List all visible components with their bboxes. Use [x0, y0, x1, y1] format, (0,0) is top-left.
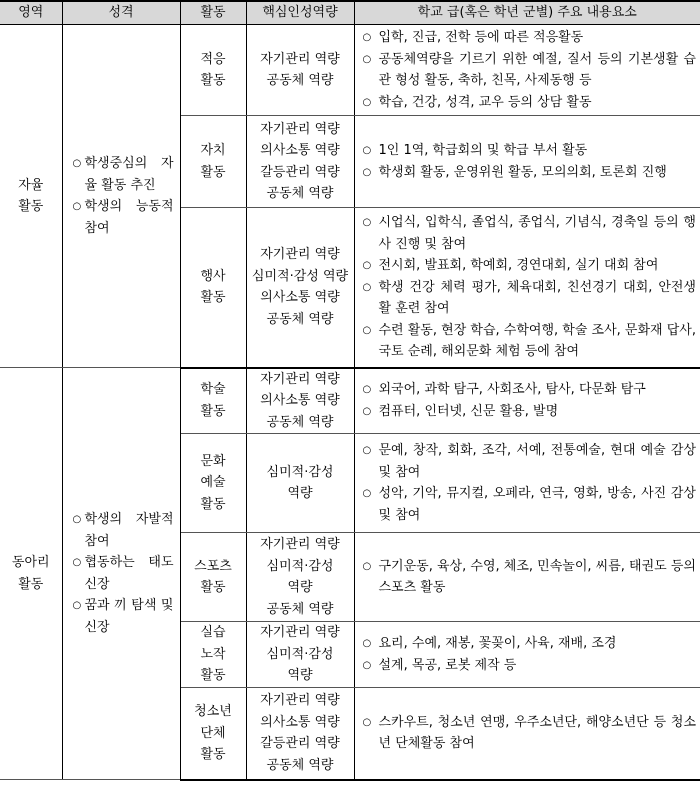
activity-cell: 적응 활동 — [180, 25, 246, 116]
list-item: ○ 학생 건강 체력 평가, 체육대회, 친선경기 대회, 안전생활 훈련 참여 — [363, 277, 697, 320]
content-cell — [354, 688, 700, 780]
area-cell-autonomous: 자율 활동 — [0, 25, 62, 368]
activity-cell: 실습 노작 활동 — [180, 622, 246, 688]
list-item: ○ 수련 활동, 현장 학습, 수학여행, 학술 조사, 문화재 답사, 국토 순례, 해외문화 체험 등에 참여 — [363, 320, 697, 363]
competency-cell: 자기관리 역량 심미적·감성 역량 — [246, 622, 354, 688]
bullet-icon: ○ — [362, 217, 372, 228]
activity-cell: 청소년 단체 활동 — [180, 688, 246, 780]
list-item: ○ 학습, 건강, 성격, 교우 등의 상담 활동 — [363, 92, 697, 114]
activity-cell: 문화 예술 활동 — [180, 434, 246, 533]
bullet-icon: ○ — [362, 659, 372, 671]
nature-cell-autonomous — [62, 25, 180, 368]
table-row — [0, 25, 700, 116]
list-item: ○ 학생의 능동적 참여 — [73, 196, 174, 239]
list-item: ○ 학생의 자발적 참여 — [73, 509, 174, 552]
content-cell — [354, 368, 700, 434]
bullet-icon: ○ — [72, 514, 82, 525]
content-cell — [354, 533, 700, 622]
list-item: ○ 입학, 진급, 전학 등에 따른 적응활동 — [363, 27, 697, 49]
bullet-icon: ○ — [362, 716, 372, 728]
competency-cell: 심미적·감성 역량 — [246, 434, 354, 533]
list-item: ○ 시업식, 입학식, 졸업식, 종업식, 기념식, 경축일 등의 행사 진행 및 참여 — [363, 212, 697, 255]
bullet-icon: ○ — [362, 32, 372, 43]
content-cell — [354, 208, 700, 368]
bullet-icon: ○ — [362, 324, 372, 336]
list-item: ○ 컴퓨터, 인터넷, 신문 활용, 발명 — [363, 401, 697, 423]
activity-cell: 행사 활동 — [180, 208, 246, 368]
bullet-icon: ○ — [72, 557, 82, 568]
table-row — [0, 368, 700, 434]
header-area: 영역 — [0, 1, 62, 25]
list-item: ○ 협동하는 태도 신장 — [73, 552, 174, 595]
bullet-icon: ○ — [362, 445, 372, 456]
bullet-icon: ○ — [362, 166, 372, 178]
competency-cell: 자기관리 역량 의사소통 역량 갈등관리 역량 공동체 역량 — [246, 116, 354, 208]
bullet-icon: ○ — [362, 260, 372, 271]
list-item: ○ 스카우트, 청소년 연맹, 우주소년단, 해양소년단 등 청소년 단체활동 참여 — [363, 712, 697, 755]
bullet-icon: ○ — [72, 600, 82, 611]
list-item: ○ 학생회 활동, 운영위원 활동, 모의의회, 토론회 진행 — [363, 162, 697, 184]
bullet-icon: ○ — [362, 405, 372, 417]
area-cell-club: 동아리 활동 — [0, 368, 62, 780]
bullet-icon: ○ — [362, 96, 372, 108]
list-item: ○ 문예, 창작, 회화, 조각, 서예, 전통예술, 현대 예술 감상 및 참여 — [363, 440, 697, 483]
competency-cell: 자기관리 역량 의사소통 역량 갈등관리 역량 공동체 역량 — [246, 688, 354, 780]
list-item: ○ 학생중심의 자율 활동 추진 — [73, 153, 174, 196]
competency-cell: 자기관리 역량 심미적·감성 역량 공동체 역량 — [246, 533, 354, 622]
header-content: 학교 급(혹은 학년 군별) 주요 내용요소 — [354, 1, 700, 25]
competency-cell: 자기관리 역량 공동체 역량 — [246, 25, 354, 116]
header-activity: 활동 — [180, 1, 246, 25]
bullet-icon: ○ — [362, 560, 372, 572]
header-competency: 핵심인성역량 — [246, 1, 354, 25]
list-item: ○ 1인 1역, 학급회의 및 학급 부서 활동 — [363, 140, 697, 162]
content-cell — [354, 25, 700, 116]
list-item: ○ 전시회, 발표회, 학예회, 경연대회, 실기 대회 참여 — [363, 255, 697, 277]
content-cell — [354, 434, 700, 533]
list-item: ○ 요리, 수예, 재봉, 꽃꽂이, 사육, 재배, 조경 — [363, 633, 697, 655]
bullet-icon: ○ — [362, 384, 372, 396]
list-item: ○ 외국어, 과학 탐구, 사회조사, 탐사, 다문화 탐구 — [363, 379, 697, 401]
bullet-icon: ○ — [72, 158, 82, 169]
activity-cell: 자치 활동 — [180, 116, 246, 208]
bullet-icon: ○ — [362, 488, 372, 499]
list-item: ○ 성악, 기악, 뮤지컬, 오페라, 연극, 영화, 방송, 사진 감상 및 참여 — [363, 483, 697, 526]
content-cell — [354, 622, 700, 688]
nature-cell-club — [62, 368, 180, 780]
header-nature: 성격 — [62, 1, 180, 25]
bullet-icon: ○ — [72, 201, 82, 212]
list-item: ○ 공동체역량을 기르기 위한 예절, 질서 등의 기본생활 습관 형성 활동, 축하, 친목, 사제동행 등 — [363, 49, 697, 92]
competency-cell: 자기관리 역량 심미적·감성 역량 의사소통 역량 공동체 역량 — [246, 208, 354, 368]
bullet-icon: ○ — [362, 281, 372, 293]
competency-cell: 자기관리 역량 의사소통 역량 공동체 역량 — [246, 368, 354, 434]
content-cell — [354, 116, 700, 208]
list-item: ○ 꿈과 끼 탐색 및 신장 — [73, 595, 174, 638]
bullet-icon: ○ — [362, 53, 372, 65]
list-item: ○ 설계, 목공, 로봇 제작 등 — [363, 655, 697, 677]
list-item: ○ 구기운동, 육상, 수영, 체조, 민속놀이, 씨름, 태권도 등의 스포츠 활동 — [363, 556, 697, 599]
activity-cell: 스포츠 활동 — [180, 533, 246, 622]
bullet-icon: ○ — [362, 638, 372, 649]
bullet-icon: ○ — [362, 145, 372, 156]
activity-cell: 학술 활동 — [180, 368, 246, 434]
header-row — [0, 1, 700, 25]
